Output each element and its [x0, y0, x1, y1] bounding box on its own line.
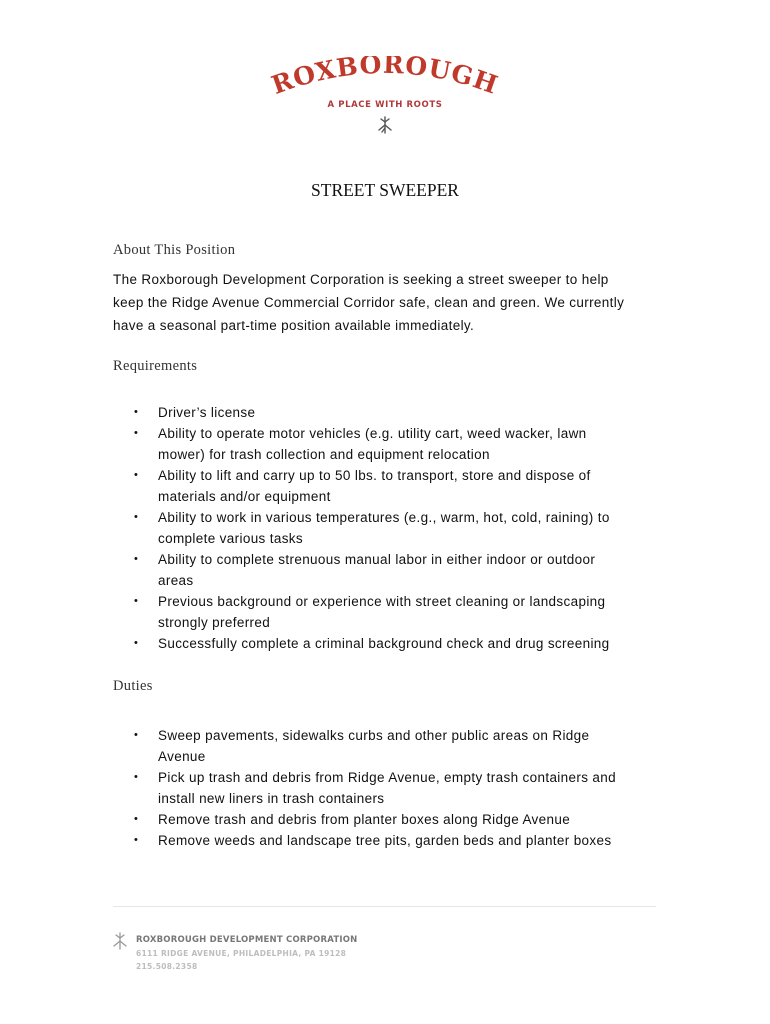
bullet-icon: • — [134, 637, 139, 649]
list-item: • Driver’s license — [113, 402, 673, 423]
list-item: • Ability to work in various temperatures (e.g., warm, hot, cold, raining) to complete various tasks — [113, 507, 673, 549]
list-item: • Ability to lift and carry up to 50 lbs. to transport, store and dispose of materials and/or equipment — [113, 465, 673, 507]
about-line: keep the Ridge Avenue Commercial Corridor safe, clean and green. We currently — [113, 295, 625, 310]
roxborough-logo — [270, 56, 500, 144]
bullet-icon: • — [134, 834, 139, 846]
requirements-heading: Requirements — [113, 358, 198, 374]
about-paragraph — [113, 268, 673, 337]
duties-heading: Duties — [113, 678, 153, 694]
list-item: • Remove trash and debris from planter boxes along Ridge Avenue — [113, 809, 673, 830]
svg-text:ROXBOROUGH — [270, 56, 500, 96]
list-item: • Remove weeds and landscape tree pits, garden beds and planter boxes — [113, 830, 673, 851]
roots-icon — [376, 116, 394, 134]
footer-divider — [113, 906, 656, 907]
footer-org-name: ROXBOROUGH DEVELOPMENT CORPORATION — [136, 935, 358, 945]
bullet-icon: • — [134, 469, 139, 481]
list-item: • Sweep pavements, sidewalks curbs and other public areas on Ridge Avenue — [113, 725, 673, 767]
list-item: • Previous background or experience with street cleaning or landscaping strongly preferred — [113, 591, 673, 633]
footer-phone: 215.508.2358 — [136, 962, 198, 971]
duties-list — [113, 725, 673, 851]
footer-address: 6111 RIDGE AVENUE, PHILADELPHIA, PA 19128 — [136, 949, 347, 958]
list-item: • Successfully complete a criminal background check and drug screening — [113, 633, 673, 654]
roots-icon — [112, 932, 128, 950]
bullet-icon: • — [134, 729, 139, 741]
list-item: • Ability to operate motor vehicles (e.g. utility cart, weed wacker, lawn mower) for trash collection and equipment relocation — [113, 423, 673, 465]
logo-wordmark — [270, 56, 500, 96]
requirements-list — [113, 402, 673, 654]
list-item: • Ability to complete strenuous manual labor in either indoor or outdoor areas — [113, 549, 673, 591]
list-item: • Pick up trash and debris from Ridge Avenue, empty trash containers and install new liners in trash containers — [113, 767, 673, 809]
bullet-icon: • — [134, 427, 139, 439]
bullet-icon: • — [134, 595, 139, 607]
page-title: STREET SWEEPER — [311, 180, 459, 200]
bullet-icon: • — [134, 553, 139, 565]
about-heading: About This Position — [113, 242, 236, 258]
bullet-icon: • — [134, 511, 139, 523]
footer-contact — [136, 934, 357, 973]
logo-tagline: A PLACE WITH ROOTS — [327, 100, 443, 110]
bullet-icon: • — [134, 771, 139, 783]
bullet-icon: • — [134, 813, 139, 825]
about-line: The Roxborough Development Corporation is seeking a street sweeper to help — [113, 272, 609, 287]
about-line: have a seasonal part-time position available immediately. — [113, 318, 475, 333]
logo-wordmark-text: ROXBOROUGH — [270, 56, 500, 96]
bullet-icon: • — [134, 406, 139, 418]
